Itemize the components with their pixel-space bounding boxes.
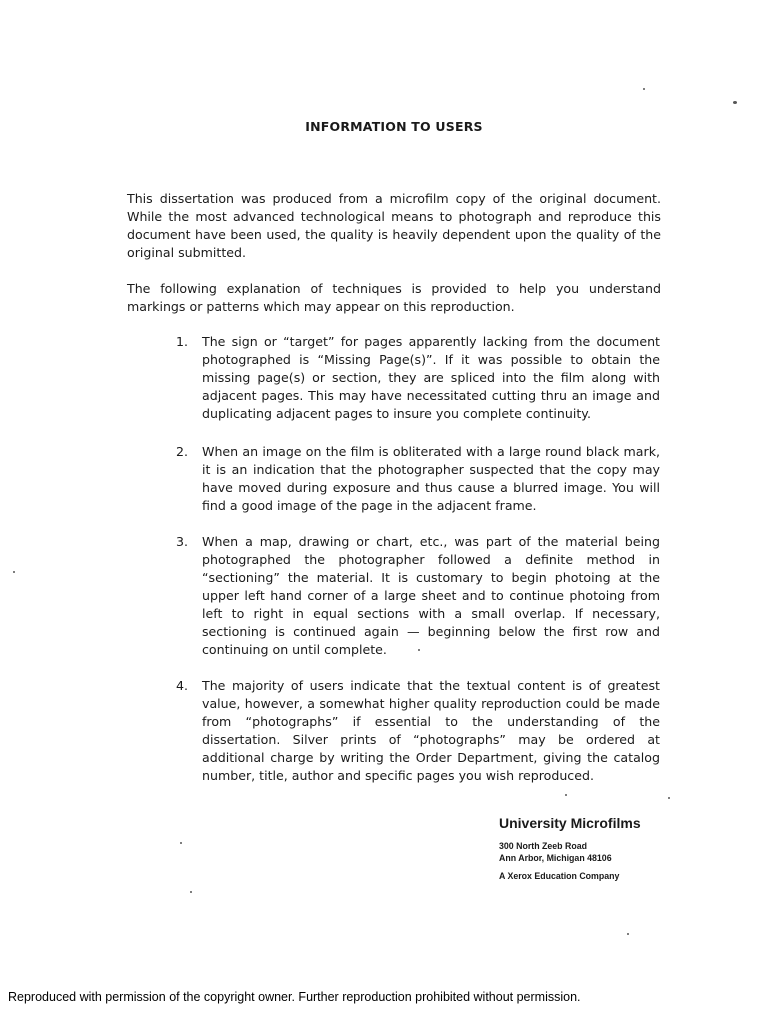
scan-speck: [733, 101, 737, 104]
list-item-number: 1.: [176, 334, 189, 349]
scan-speck: [565, 794, 567, 796]
list-item-text: The sign or “target” for pages apparently lacking from the document photographed is “Missing Page(s)”. If it was possible to obtain the missing page(s) or section, they are spliced into the film along with adjacent pages. This may have necessitated cutting thru an image and duplicating adjacent pages to insure you complete continuity.: [202, 334, 660, 421]
copyright-notice: Reproduced with permission of the copyright owner. Further reproduction prohibited without permission.: [8, 990, 581, 1004]
list-item-text: When an image on the film is obliterated with a large round black mark, it is an indication that the photographer suspected that the copy may have moved during exposure and thus cause a blurred image. You will find a good image of the page in the adjacent frame.: [202, 444, 660, 513]
scan-speck: [643, 88, 645, 90]
list-item-number: 2.: [176, 444, 189, 459]
list-item-text: When a map, drawing or chart, etc., was part of the material being photographed the photographer followed a definite method in “sectioning” the material. It is customary to begin photoing at the upper left hand corner of a large sheet and to continue photoing from left to right in equal sections with a small overlap. If necessary, sectioning is continued again — beginning below the first row and continuing on until complete.: [202, 534, 660, 657]
scan-speck: [627, 933, 629, 935]
publisher-address-line2: Ann Arbor, Michigan 48106: [499, 853, 612, 863]
list-item-text: The majority of users indicate that the textual content is of greatest value, however, a somewhat higher quality reproduction could be made from “photographs” if essential to the understanding of the dissertation. Silver prints of “photographs” may be ordered at additional charge by writing the Order Department, giving the catalog number, title, author and specific pages you wish reproduced.: [202, 678, 660, 783]
list-item-number: 4.: [176, 678, 189, 693]
scan-speck: [180, 842, 182, 844]
scan-speck: [190, 891, 192, 893]
publisher-company: A Xerox Education Company: [499, 871, 620, 881]
scan-speck: [668, 797, 670, 799]
explanation-paragraph: The following explanation of techniques is provided to help you understand markings or patterns which may appear on this reproduction.: [127, 281, 661, 314]
list-item-number: 3.: [176, 534, 189, 549]
scan-speck: [13, 571, 15, 573]
publisher-name: University Microfilms: [499, 815, 641, 831]
publisher-address-line1: 300 North Zeeb Road: [499, 841, 587, 851]
scan-speck: [418, 649, 420, 651]
intro-paragraph: This dissertation was produced from a microfilm copy of the original document. While the most advanced technological means to photograph and reproduce this document have been used, the quality is heavily dependent upon the quality of the original submitted.: [127, 191, 661, 260]
page-title: INFORMATION TO USERS: [305, 119, 483, 134]
